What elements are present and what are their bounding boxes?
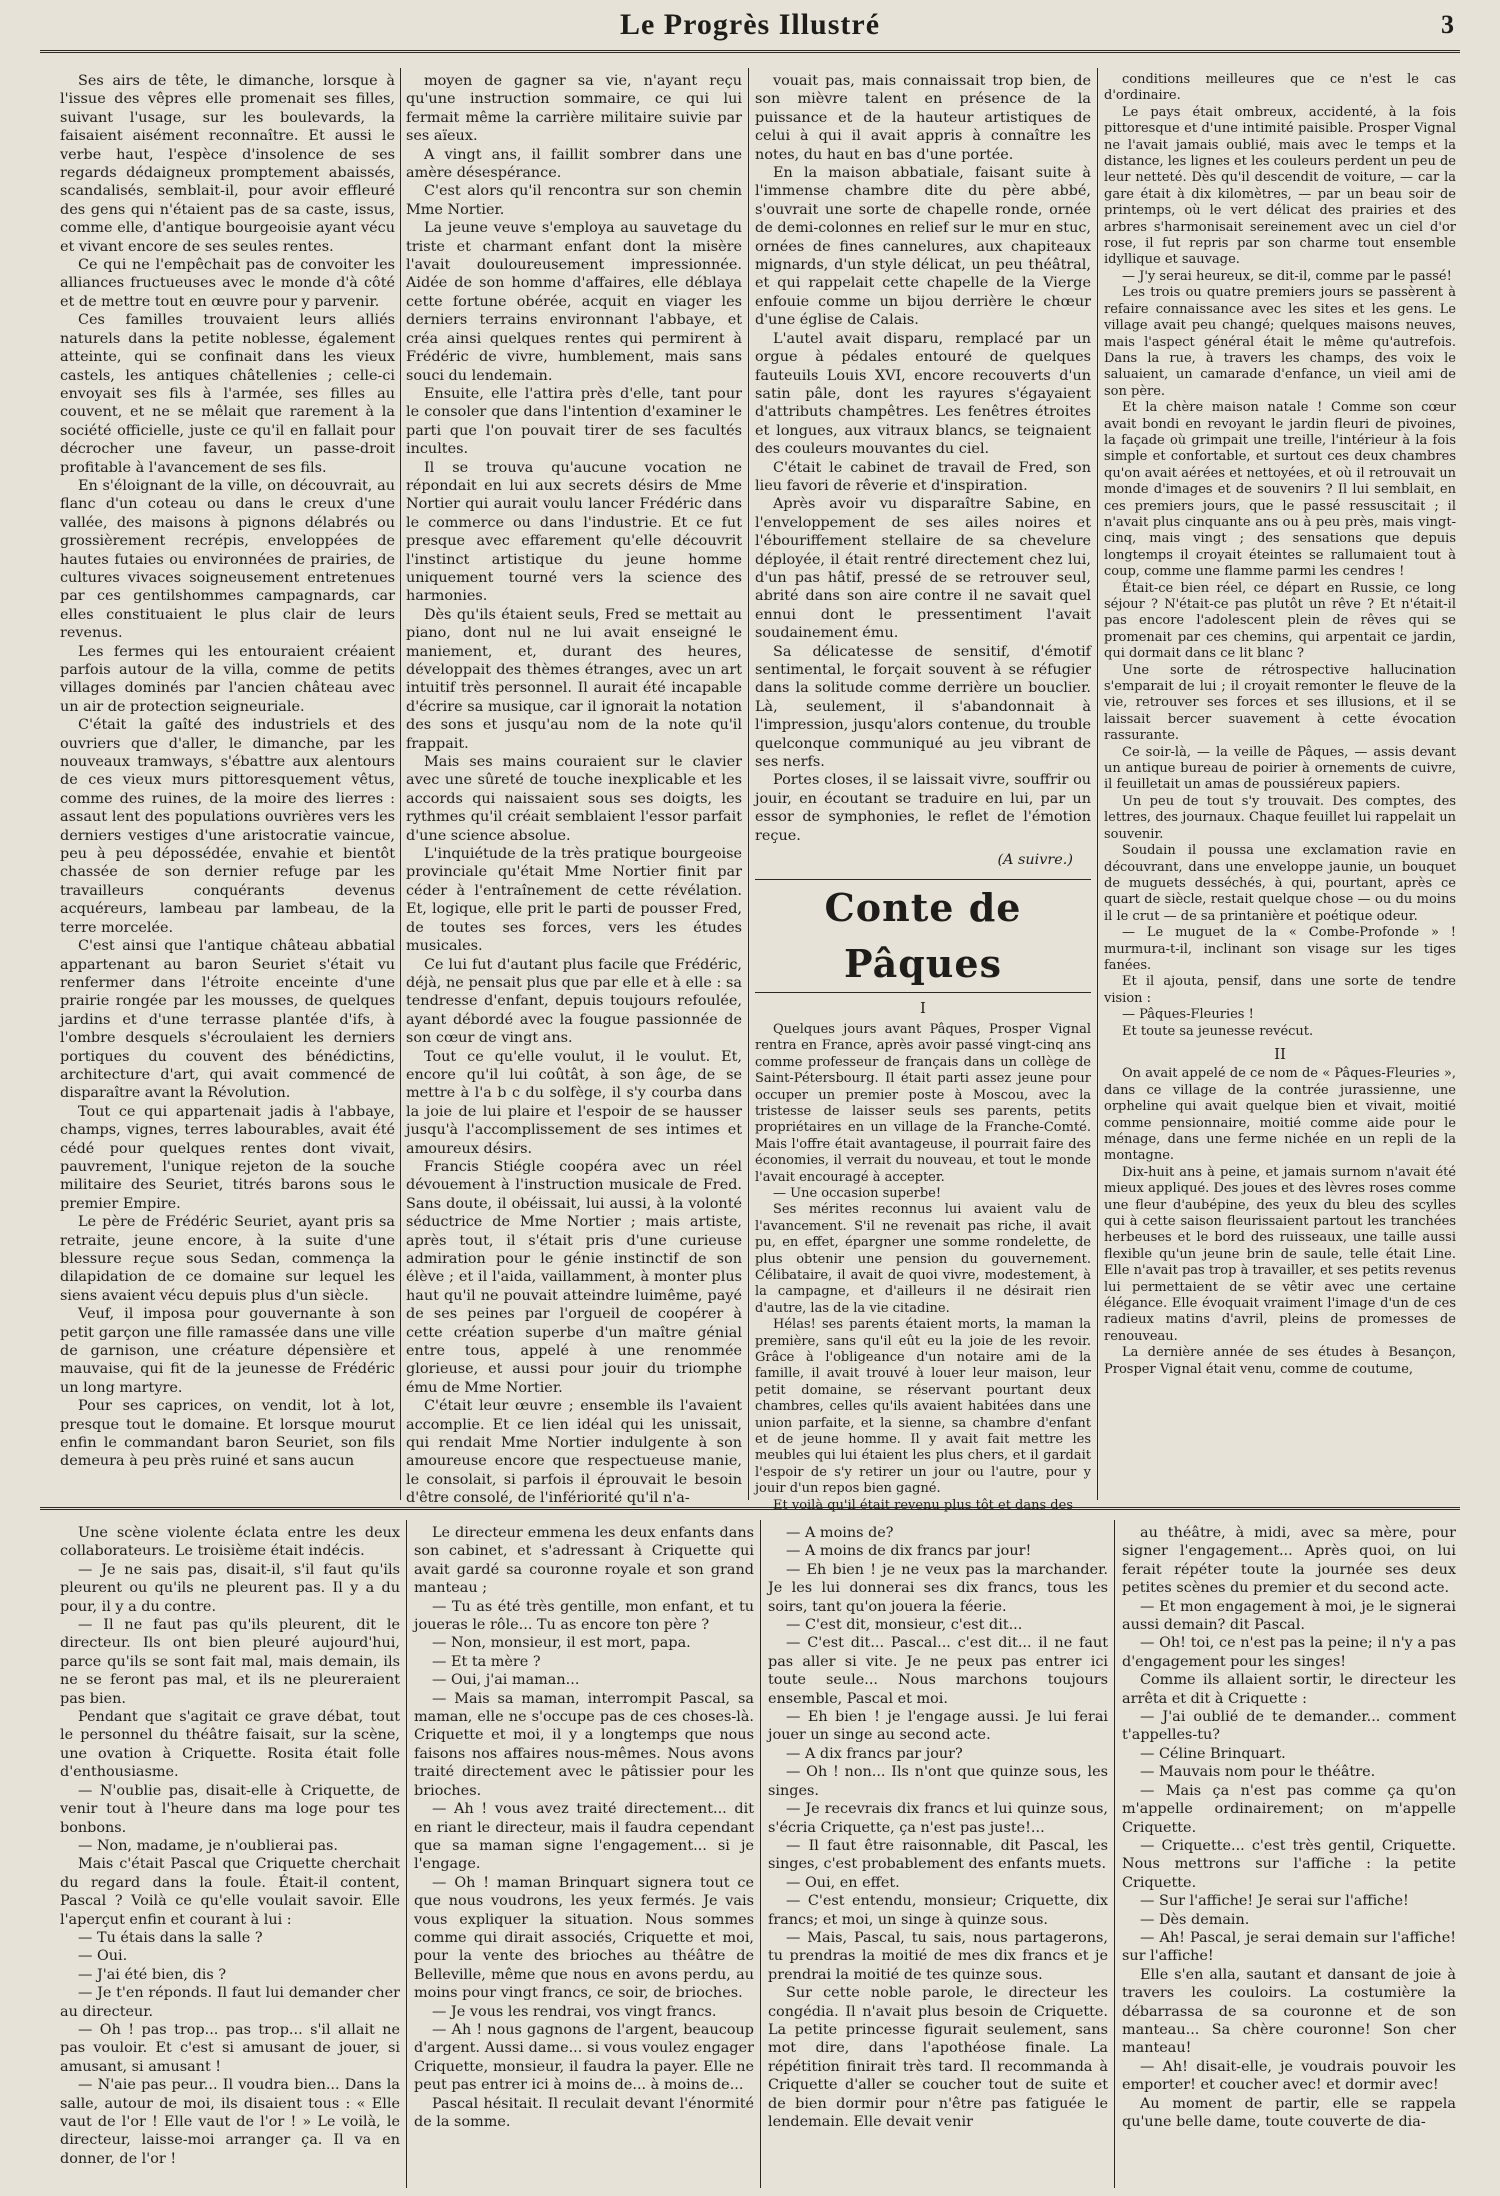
- paragraph: Était-ce bien réel, ce départ en Russie, ce long séjour ? N'était-ce pas plutôt un rêve ? Et n'était-il pas encore l'adolescent plein de rêves qui se promenait par ces chemins, qui arpentait ce jardin, qui dormait dans ce lit blanc ?: [1104, 580, 1456, 662]
- paragraph: — Non, madame, je n'oublierai pas.: [78, 1837, 338, 1854]
- paragraph: Ses airs de tête, le dimanche, lorsque à l'issue des vêpres elle promenait ses filles, suivant l'usage, sur les boulevards, la faisaient aisément reconnaître. Et aussi le verbe haut, l'espèce d'insolence de ses regards dédaigneux promptement abaissés, scandalisés, semblait-il, pour avoir effleuré des gens qui n'étaient pas de sa caste, issus, comme elle, d'antique bourgeoisie ayant vécu et vivant encore de ses seules rentes.: [60, 73, 395, 255]
- paragraph: L'inquiétude de la très pratique bourgeoise provinciale qu'était Mme Nortier finit par céder à l'entraînement de cette révélation. Et, logique, elle prit le parti de pousser Fred, de toutes ses forces, vers les études musicales.: [406, 846, 742, 955]
- paragraph: — Oh ! non... Ils n'ont que quinze sous, les singes.: [768, 1764, 1108, 1799]
- paragraph: conditions meilleures que ce n'est le cas d'ordinaire.: [1104, 72, 1456, 104]
- bottom-column-4: [1122, 1524, 1456, 2188]
- paragraph: Et il ajouta, pensif, dans une sorte de tendre vision :: [1104, 974, 1456, 1006]
- column-divider: [400, 68, 401, 1500]
- paragraph: — Pâques-Fleuries !: [1122, 1007, 1254, 1023]
- paragraph: Pascal hésitait. Il reculait devant l'énormité de la somme.: [414, 2095, 754, 2130]
- paragraph: — Ah ! vous avez traité directement... dit en riant le directeur, mais il faudra cependant que sa maman signe l'engagement... si je l'engage.: [414, 1801, 754, 1873]
- paragraph: Une sorte de rétrospective hallucination s'emparait de lui ; il croyait remonter le fleuve de la vie, retrouver ses forces et ses illusions, et il se laissait bercer suavement à cette évocation rassurante.: [1104, 662, 1456, 744]
- paragraph: Francis Stiégle coopéra avec un réel dévouement à l'instruction musicale de Fred. Sans doute, il obéissait, lui aussi, à la volonté séductrice de Mme Nortier ; mais artiste, après tout, il s'était pris d'une curieuse admiration pour le génie instinctif de son élève ; et il l'aida, vaillamment, à monter plus haut qu'il ne pouvait atteindre luimême, payé de ses peines par l'orgueil de coopérer à cette création superbe d'un maître génial entre tous, appelé à une renommée glorieuse, et aussi pour jouir du triomphe ému de Mme Nortier.: [406, 1158, 742, 1396]
- paragraph: Dès qu'ils étaient seuls, Fred se mettait au piano, dont nul ne lui avait enseigné le maniement, et, durant des heures, développait des thèmes étranges, avec un art intuitif très personnel. Il aurait été incapable d'écrire sa musique, car il ignorait la notation des sons et jusqu'au nom de la note qu'il frappait.: [406, 606, 742, 752]
- to-be-continued: (A suivre.): [997, 852, 1073, 869]
- paragraph: A vingt ans, il faillit sombrer dans une amère désespérance.: [406, 146, 742, 182]
- paragraph: Pendant que s'agitait ce grave débat, tout le personnel du théâtre faisait, sur la scène, une ovation à Criquette. Rosita était folle d'enthousiasme.: [60, 1709, 400, 1781]
- page-number: 3: [1441, 10, 1454, 39]
- paragraph: — N'aie pas peur... Il voudra bien... Dans la salle, autour de moi, ils disaient tous : « Elle vaut de l'or ! Elle vaut de l'or ! » Le voilà, le directeur, laisse-moi arranger ça. Il va en donner, de l'or !: [60, 2077, 400, 2167]
- paragraph: — Oui, j'ai maman...: [432, 1672, 580, 1689]
- paragraph: En s'éloignant de la ville, on découvrait, au flanc d'un coteau ou dans le creux d'une vallée, des maisons à pignons délabrés ou grossièrement recrépis, enveloppées de hautes futaies ou environnées de prairies, de cultures vivaces soigneusement entretenues par ces gentilshommes campagnards, car elles constituaient le plus clair de leurs revenus.: [60, 477, 395, 642]
- paragraph: — Oui, en effet.: [786, 1874, 900, 1891]
- paragraph: Ce lui fut d'autant plus facile que Frédéric, déjà, ne pensait plus que par elle et à elle : sa tendresse d'enfant, depuis toujours refoulée, ayant débordé avec la fougue passionnée de son cœur de vingt ans.: [406, 956, 742, 1047]
- paragraph: — Dès demain.: [1140, 1911, 1250, 1928]
- top-column-3: [755, 72, 1091, 1513]
- paragraph: Ses mérites reconnus lui avaient valu de l'avancement. S'il ne revenait pas riche, il avait pu, en effet, épargner une somme rondelette, de plus obtenir une pension du gouvernement. Célibataire, il avait de quoi vivre, modestement, à la campagne, et d'ailleurs il ne désirait rien d'autre, las de la vie citadine.: [755, 1202, 1091, 1316]
- paragraph: Elle s'en alla, sautant et dansant de joie à travers les couloirs. La costumière la débarrassa de sa couronne et de son manteau... Sa chère couronne! Son cher manteau!: [1122, 1966, 1456, 2057]
- paragraph: Ces familles trouvaient leurs alliés naturels dans la petite noblesse, également atteinte, qui se confinait dans les vieux castels, les antiques châtellenies ; celle-ci envoyait ses fils à l'armée, ses filles au couvent, et ne se mêlait que rarement à la société officielle, juste ce qu'il en fallait pour décrocher une faveur, un passe-droit profitable à l'avancement de ses fils.: [60, 312, 395, 476]
- paragraph: — Oui.: [78, 1948, 128, 1965]
- column-divider: [748, 68, 749, 1500]
- paragraph: — A dix francs par jour?: [786, 1745, 963, 1762]
- paragraph: — Je vous les rendrai, vos vingt francs.: [432, 2003, 717, 2020]
- paragraph: — Le muguet de la « Combe-Profonde » ! murmura-t-il, inclinant son visage sur les tiges fanées.: [1104, 925, 1456, 973]
- paragraph: vouait pas, mais connaissait trop bien, de son mièvre talent en présence de la puissance et de la hauteur artistiques de celui à qui il avait appris à connaître les notes, du haut en bas d'une portée.: [755, 73, 1091, 163]
- paragraph: En la maison abbatiale, faisant suite à l'immense chambre dite du père abbé, s'ouvrait une sorte de chapelle ronde, ornée de demi-colonnes en relief sur le mur en stuc, ornées de fines cannelures, aux chapiteaux mignards, d'un style délicat, un peu théâtral, et qui rappelait cette chapelle de la Vierge enfouie comme un bijou derrière le chœur d'une église de Calais.: [755, 165, 1091, 329]
- paragraph: — Mais sa maman, interrompit Pascal, sa maman, elle ne s'occupe pas de ces choses-là. Criquette et moi, il y a longtemps que nous faisons nos affaires nous-mêmes. Nous avons traité directement avec le pâtissier pour les brioches.: [414, 1690, 754, 1799]
- paragraph: C'est ainsi que l'antique château abbatial appartenant au baron Seuriet s'était vu renfermer dans l'étroite enceinte d'une prairie rongée par les mousses, de quelques jardins et d'une terrasse plantée d'ifs, à l'ombre desquels s'écroulaient les derniers portiques du couvent des bénédictins, architecture d'art, qui avait commencé de disparaître avant la Révolution.: [60, 938, 395, 1102]
- story-title: Conte de Pâques: [755, 879, 1091, 993]
- paragraph: — A moins de?: [786, 1525, 894, 1541]
- paragraph: Dix-huit ans à peine, et jamais surnom n'avait été mieux appliqué. Des joues et des lèvres roses comme une fleur d'aubépine, des yeux du bleu des scylles qui à cette saison fleurissaient partout les tranchées herbeuses et le bord des ruisseaux, une taille aussi flexible qu'un jeune brin de saule, telle était Line. Elle n'avait pas trop à travailler, et ses petits revenus lui permettaient de se vêtir avec une certaine élégance. Elle évoquait vraiment l'image d'un de ces radieux matins d'avril, pleins de promesses de renouveau.: [1104, 1164, 1456, 1344]
- paragraph: — J'ai été bien, dis ?: [78, 1966, 227, 1983]
- paragraph: — N'oublie pas, disait-elle à Criquette, de venir tout à l'heure dans ma loge pour tes bonbons.: [60, 1782, 400, 1836]
- paragraph: — Je t'en réponds. Il faut lui demander cher au directeur.: [60, 1985, 400, 2020]
- paragraph: Le père de Frédéric Seuriet, ayant pris sa retraite, jeune encore, à la suite d'une blessure reçue sous Sedan, commença la dilapidation de ce domaine sur lequel les siens avaient vécu depuis plus d'un siècle.: [60, 1214, 395, 1304]
- paragraph: — J'y serai heureux, se dit-il, comme par le passé!: [1122, 268, 1452, 284]
- paragraph: — Céline Brinquart.: [1140, 1745, 1286, 1762]
- paragraph: — Et mon engagement à moi, je le signerai aussi demain? dit Pascal.: [1122, 1598, 1456, 1634]
- paragraph: Mais ses mains couraient sur le clavier avec une sûreté de touche inexplicable et les accords qui naissaient sous ses doigts, les rythmes qu'il créait semblaient l'essor parfait d'une science absolue.: [406, 754, 742, 844]
- section-rule: [40, 1507, 1460, 1510]
- paragraph: C'était leur œuvre ; ensemble ils l'avaient accomplie. Et ce lien idéal qui les unissait, qui rendait Mme Nortier indulgente à son amoureuse encore que respectueuse manie, le consolait, si parfois il éprouvait le besoin d'être consolé, de l'infériorité qu'il n'a-: [406, 1398, 742, 1507]
- column-divider: [760, 1520, 761, 2188]
- paragraph: Tout ce qu'elle voulut, il le voulut. Et, encore qu'il lui coûtât, à son âge, de se mettre à l'a b c du solfège, il s'y courba dans la joie de lui plaire et l'espoir de se hausser jusqu'à l'accomplissement de ses intimes et amoureux désirs.: [406, 1048, 742, 1157]
- paragraph: Un peu de tout s'y trouvait. Des comptes, des lettres, des journaux. Chaque feuillet lui rappelait un souvenir.: [1104, 793, 1456, 842]
- paragraph: — Mauvais nom pour le théâtre.: [1140, 1764, 1376, 1781]
- paragraph: — A moins de dix francs par jour!: [786, 1543, 1032, 1560]
- paragraph: — Tu as été très gentille, mon enfant, et tu joueras le rôle... Tu as encore ton père ?: [414, 1598, 754, 1634]
- paragraph: Ce qui ne l'empêchait pas de convoiter les alliances fructueuses avec le monde d'à côté et de mettre tout en œuvre pour y parvenir.: [60, 257, 395, 310]
- paragraph: — Non, monsieur, il est mort, papa.: [432, 1635, 691, 1652]
- paragraph: La jeune veuve s'employa au sauvetage du triste et charmant enfant dont la misère l'avait douloureusement impressionnée. Aidée de son homme d'affaires, elle déblaya cette fortune obérée, acquit en viager les derniers terrains environnant l'abbaye, et créa ainsi quelques rentes qui permirent à Frédéric de vivre, humblement, mais sans souci du lendemain.: [406, 220, 742, 384]
- paragraph: Veuf, il imposa pour gouvernante à son petit garçon une fille ramassée dans une ville de garnison, une créature dépensière et mauvaise, qui fit de la jeunesse de Frédéric un long martyre.: [60, 1306, 395, 1396]
- paragraph: Soudain il poussa une exclamation ravie en découvrant, dans une enveloppe jaunie, un bouquet de muguets desséchés, à qui, pourtant, après ce quart de siècle, restait quelque chose — ou du moins il le crut — de sa printanière et poétique odeur.: [1104, 843, 1456, 924]
- paragraph: — Je ne sais pas, disait-il, s'il faut qu'ils pleurent ou qu'ils ne pleurent pas. Il y a du pour, il y a du contre.: [60, 1561, 400, 1615]
- paragraph: Les trois ou quatre premiers jours se passèrent à refaire connaissance avec les sites et les gens. Le village avait peu changé; quelques maisons neuves, mais l'aspect général était le même qu'autrefois. Dans la rue, à travers les champs, des voix le saluaient, un camarade d'enfance, un vieil ami de son père.: [1104, 285, 1456, 399]
- bottom-column-1: [60, 1524, 400, 2188]
- paragraph: — Il faut être raisonnable, dit Pascal, les singes, c'est probablement des enfants muets.: [768, 1837, 1108, 1873]
- paragraph: — Oh! toi, ce n'est pas la peine; il n'y a pas d'engagement pour les singes!: [1122, 1635, 1456, 1670]
- chapter-heading: I: [920, 999, 926, 1018]
- paragraph: Le pays était ombreux, accidenté, à la fois pittoresque et d'une intimité paisible. Prosper Vignal ne l'avait jamais oublié, mais avec le temps et la distance, les lignes et les couleurs perdent un peu de leur netteté. Dès qu'il descendit de voiture, — car la gare était à dix kilomètres, — par un beau soir de printemps, où le vert délicat des prairies et des arbres s'harmonisait sereinement avec un ciel d'or rose, il fut repris par son charme tout ensemble idyllique et sauvage.: [1104, 104, 1456, 268]
- paragraph: Les fermes qui les entouraient créaient parfois autour de la villa, comme de petits villages dominés par l'ancien château avec un air de protection seigneuriale.: [60, 643, 395, 715]
- page-header: [40, 6, 1460, 46]
- paragraph: — Sur l'affiche! Je serai sur l'affiche!: [1140, 1893, 1409, 1910]
- paragraph: Quelques jours avant Pâques, Prosper Vignal rentra en France, après avoir passé vingt-cinq ans comme professeur de français dans un collège de Saint-Pétersbourg. Il était parti assez jeune pour occuper un premier poste à Moscou, avec la tristesse de laisser seuls ses parents, petits propriétaires en un village de la Franche-Comté. Mais l'offre était avantageuse, il pourrait faire des économies, il verrait du nouveau, et tout le monde l'avait encouragé à accepter.: [755, 1021, 1091, 1185]
- paragraph: — Je recevrais dix francs et lui quinze sous, s'écria Criquette, ça n'est pas juste!...: [768, 1801, 1108, 1836]
- paragraph: au théâtre, à midi, avec sa mère, pour signer l'engagement... Après quoi, on lui ferait répéter toute la journée ses deux petites scènes du premier et du second acte.: [1122, 1525, 1456, 1597]
- paragraph: C'était le cabinet de travail de Fred, son lieu favori de rêverie et d'inspiration.: [755, 459, 1091, 494]
- paragraph: — Eh bien ! je l'engage aussi. Je lui ferai jouer un singe au second acte.: [768, 1709, 1108, 1744]
- paragraph: — J'ai oublié de te demander... comment t'appelles-tu?: [1122, 1709, 1456, 1744]
- paragraph: C'est alors qu'il rencontra sur son chemin Mme Nortier.: [406, 183, 742, 218]
- paragraph: Tout ce qui appartenait jadis à l'abbaye, champs, vignes, terres labourables, avait été cédé pour quelques rentes dont vivait, pauvrement, l'unique rejeton de la souche militaire des Seuriet, titrés barons sous le premier Empire.: [60, 1103, 395, 1212]
- paragraph: Sur cette noble parole, le directeur les congédia. Il n'avait plus besoin de Criquette. La petite princesse figurait seulement, sans mot dire, dans l'apothéose finale. La répétition finirait très tard. Il recommanda à Criquette d'aller se coucher tout de suite et de bien dormir pour n'être pas fatiguée le lendemain. Elle devait venir: [768, 1985, 1108, 2130]
- paragraph: La dernière année de ses études à Besançon, Prosper Vignal était venu, comme de coutume,: [1104, 1345, 1456, 1377]
- column-divider: [1097, 68, 1098, 1500]
- bottom-column-3: [768, 1524, 1108, 2188]
- paragraph: Hélas! ses parents étaient morts, la maman la première, sans qu'il eût eu la joie de les revoir. Grâce à l'obligeance d'un notaire ami de la famille, il avait trouvé à louer leur maison, leur petit domaine, se réservant pourtant deux chambres, celles qu'ils avaient habitées dans une union parfaite, et la sienne, sa chambre d'enfant et de jeune homme. Il y avait fait mettre les meubles qui lui étaient les plus chers, et il gardait l'espoir de s'y retirer un jour ou l'autre, pour y jouir d'un repos bien gagné.: [755, 1317, 1091, 1497]
- paragraph: — Tu étais dans la salle ?: [78, 1929, 263, 1946]
- paragraph: Ce soir-là, — la veille de Pâques, — assis devant un antique bureau de poirier à ornements de cuivre, il feuilletait un amas de poussiéreux papiers.: [1104, 744, 1456, 793]
- paragraph: — Il ne faut pas qu'ils pleurent, dit le directeur. Ils ont bien pleuré aujourd'hui, parce qu'ils se sont fait mal, mais demain, ils ne se feront pas mal, et ils ne pleureraient pas bien.: [60, 1617, 400, 1707]
- paragraph: — Une occasion superbe!: [773, 1185, 942, 1201]
- paragraph: — Et ta mère ?: [432, 1653, 541, 1670]
- top-column-2: [406, 72, 742, 1507]
- paragraph: — Ah! disait-elle, je voudrais pouvoir les emporter! et coucher avec! et dormir avec!: [1122, 2058, 1456, 2094]
- paragraph: — Oh ! maman Brinquart signera tout ce que nous voudrons, les yeux fermés. Je vais vous expliquer la situation. Nous sommes comme qui dirait associés, Criquette et moi, pour la vente des brioches au théâtre de Belleville, même que nous en avons perdu, au moins pour vingt francs, ce soir, de brioches.: [414, 1874, 754, 2002]
- paragraph: Portes closes, il se laissait vivre, souffrir ou jouir, en écoutant se traduire en lui, par un essor de symphonies, le reflet de l'émotion reçue.: [755, 772, 1091, 844]
- paragraph: Ensuite, elle l'attira près d'elle, tant pour le consoler que dans l'intention d'examiner le parti que l'on pouvait tirer de ses facultés incultes.: [406, 385, 742, 458]
- paragraph: Une scène violente éclata entre les deux collaborateurs. Le troisième était indécis.: [60, 1525, 400, 1560]
- masthead: Le Progrès Illustré: [619, 8, 881, 41]
- paragraph: — Mais ça n'est pas comme ça qu'on m'appelle ordinairement; on m'appelle Criquette.: [1122, 1782, 1456, 1836]
- paragraph: — C'est dit, monsieur, c'est dit...: [786, 1617, 1023, 1634]
- top-column-1: [60, 72, 395, 1500]
- paragraph: Mais c'était Pascal que Criquette cherchait du regard dans la foule. Était-il content, Pascal ? Voilà ce qu'elle voulait savoir. Elle l'aperçut enfin et courant à lui :: [60, 1856, 400, 1928]
- paragraph: — Mais, Pascal, tu sais, nous partagerons, tu prendras la moitié de mes dix francs et je prendrai la moitié de tes quinze sous.: [768, 1929, 1108, 1983]
- paragraph: L'autel avait disparu, remplacé par un orgue à pédales entouré de quelques fauteuils Louis XVI, encore recouverts d'un satin pâle, dont les rayures s'égayaient d'attributs champêtres. Les fenêtres étroites et longues, aux vitraux blancs, se teignaient des couleurs mouvantes du ciel.: [755, 330, 1091, 458]
- paragraph: — C'est dit... Pascal... c'est dit... il ne faut pas aller si vite. Je ne peux pas entrer ici toute seule... Nous marchons toujours ensemble, Pascal et moi.: [768, 1635, 1108, 1707]
- chapter-heading: II: [1274, 1044, 1286, 1063]
- paragraph: Le directeur emmena les deux enfants dans son cabinet, et s'adressant à Criquette qui avait gardé sa couronne royale et son grand manteau ;: [414, 1525, 754, 1597]
- paragraph: — Oh ! pas trop... pas trop... s'il allait ne pas vouloir. Et c'est si amusant de jouer, si amusant, si amusant !: [60, 2021, 400, 2075]
- paragraph: Au moment de partir, elle se rappela qu'une belle dame, toute couverte de dia-: [1122, 2095, 1456, 2130]
- header-rule: [40, 50, 1460, 53]
- paragraph: — Ah! Pascal, je serai demain sur l'affiche! sur l'affiche!: [1122, 1929, 1456, 1965]
- paragraph: Pour ses caprices, on vendit, lot à lot, presque tout le domaine. Et lorsque mourut enfin le commandant baron Seuriet, son fils demeura à peu près ruiné et sans aucun: [60, 1398, 395, 1470]
- paragraph: — Eh bien ! je ne veux pas la marchander. Je les lui donnerai ses dix francs, tous les soirs, tant qu'on jouera la féerie.: [768, 1561, 1108, 1615]
- paragraph: Il se trouva qu'aucune vocation ne répondait en lui aux secrets désirs de Mme Nortier qui aurait voulu lancer Frédéric dans le commerce ou dans l'industrie. Et ce fut presque avec effarement qu'elle découvrit l'instinct artistique du jeune homme uniquement tourné vers la science des harmonies.: [406, 459, 742, 605]
- paragraph: Après avoir vu disparaître Sabine, en l'enveloppement de ses ailes noires et l'ébouriffement stellaire de sa chevelure déployée, il était rentré directement chez lui, d'un pas hâtif, pressé de se retrouver seul, abrité dans son aire contre il ne savait quel ennui dont le pressentiment l'avait soudainement ému.: [755, 496, 1091, 642]
- paragraph: — C'est entendu, monsieur; Criquette, dix francs; et moi, un singe à quinze sous.: [768, 1893, 1108, 1928]
- top-column-4: [1104, 72, 1456, 1500]
- paragraph: Et voilà qu'il était revenu plus tôt et dans des: [773, 1497, 1073, 1513]
- paragraph: On avait appelé de ce nom de « Pâques-Fleuries », dans ce village de la contrée jurassienne, une orpheline qui avait quelque bien et vivait, moitié comme pensionnaire, moitié comme aide pour le ménage, dans une ferme nichée en un repli de la montagne.: [1104, 1066, 1456, 1164]
- paragraph: Sa délicatesse de sensitif, d'émotif sentimental, le forçait souvent à se réfugier dans la solitude comme derrière un bouclier. Là, seulement, il s'abandonnait à l'impression, jusqu'alors contenue, du trouble quelconque communiqué au jeu vibrant de ses nerfs.: [755, 643, 1091, 771]
- paragraph: — Ah ! nous gagnons de l'argent, beaucoup d'argent. Aussi dame... si vous voulez engager Criquette, monsieur, il faudra la payer. Elle ne peut pas entrer ici à moins de... à moins de...: [414, 2021, 754, 2094]
- column-divider: [1114, 1520, 1115, 2188]
- paragraph: C'était la gaîté des industriels et des ouvriers que d'aller, le dimanche, par les nouveaux tramways, s'ébattre aux alentours de ces vieux murs pittoresquement vêtus, comme des ruines, de la moire des lierres : assaut lent des populations ouvrières vers les derniers vestiges d'une aristocratie vaincue, peu à peu dépossédée, envahie et bientôt chassée de son dernier refuge par les travailleurs conquérants devenus acquéreurs, lambeau par lambeau, de la terre morcelée.: [60, 717, 395, 936]
- column-divider: [406, 1520, 407, 2188]
- paragraph: Et la chère maison natale ! Comme son cœur avait bondi en revoyant le jardin fleuri de pivoines, la façade où grimpait une treille, l'intérieur à la fois simple et confortable, et surtout ces deux chambres qu'on avait aérées et nettoyées, et où il retrouvait un monde d'images et de souvenirs ? Il lui semblait, en ces premiers jours, que le passé ressuscitait ; il n'avait plus cinquante ans ou à peu près, mais vingt-cinq, mais vingt ; des sensations que depuis longtemps il croyait éteintes se rallumaient tout à coup, comme une flamme parmi les cendres !: [1104, 400, 1456, 580]
- paragraph: moyen de gagner sa vie, n'ayant reçu qu'une instruction sommaire, ce qui lui fermait même la carrière militaire suivie par ses aïeux.: [406, 73, 742, 145]
- paragraph: Et toute sa jeunesse revécut.: [1122, 1023, 1314, 1039]
- paragraph: — Criquette... c'est très gentil, Criquette. Nous mettrons sur l'affiche : la petite Criquette.: [1122, 1837, 1456, 1891]
- paragraph: Comme ils allaient sortir, le directeur les arrêta et dit à Criquette :: [1122, 1672, 1456, 1707]
- bottom-column-2: [414, 1524, 754, 2188]
